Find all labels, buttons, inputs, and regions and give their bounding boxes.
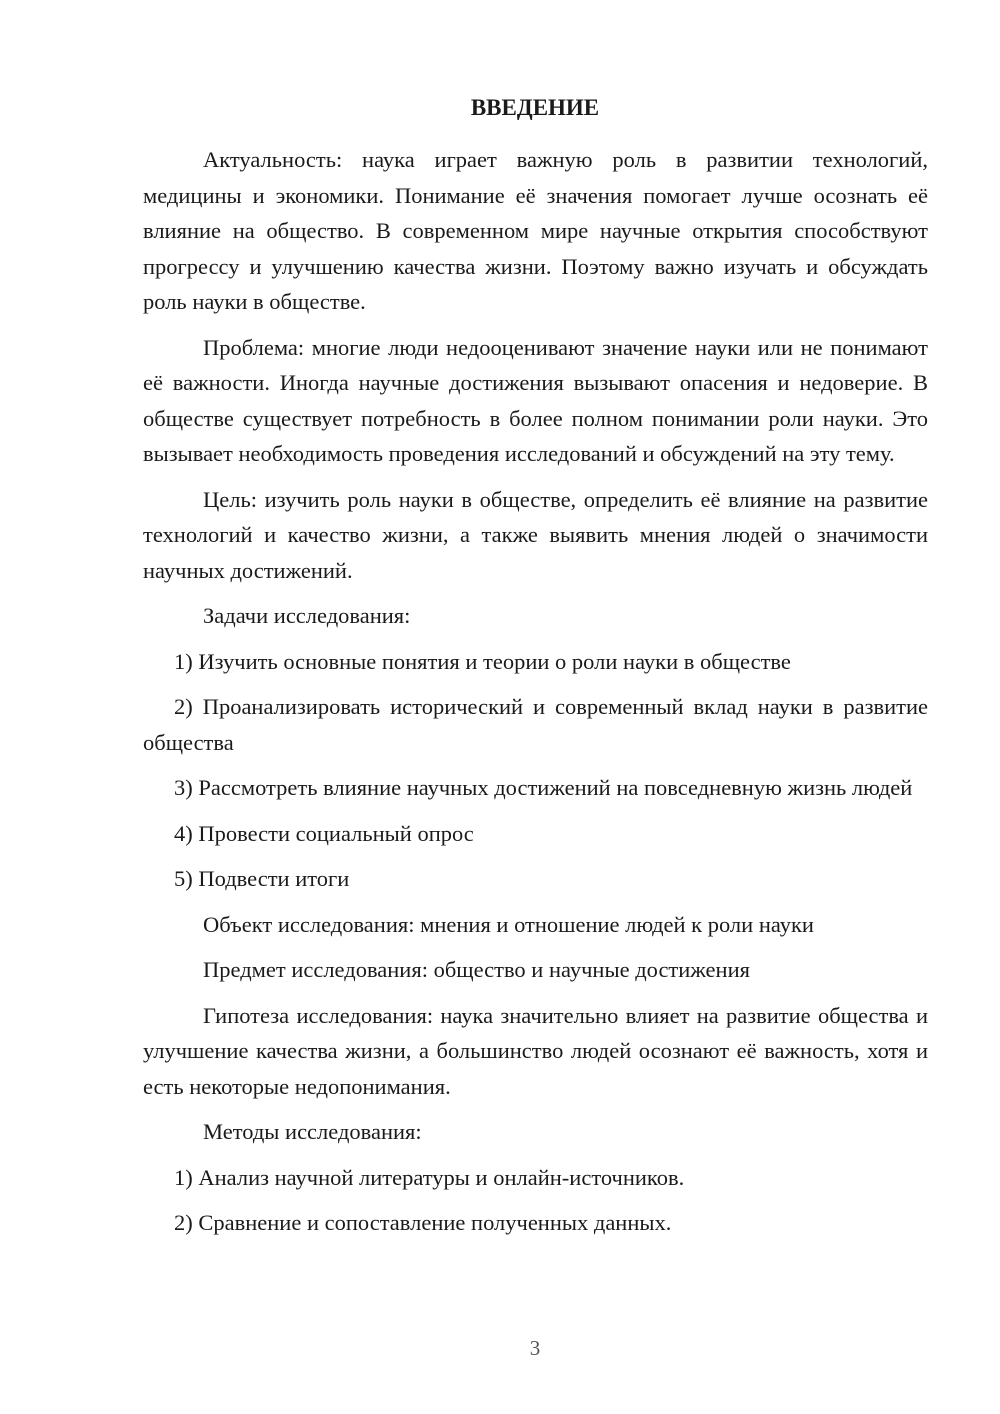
goal-paragraph: Цель: изучить роль науки в обществе, определить её влияние на развитие технологий и качество жизни, а также выявить мнения людей о значимости научных достижений.: [143, 486, 928, 583]
task-item-3: 3) Рассмотреть влияние научных достижений на повседневную жизнь людей: [174, 775, 913, 800]
methods-title: Методы исследования:: [203, 1119, 422, 1144]
relevance-paragraph: Актуальность: наука играет важную роль в развитии технологий, медицины и экономики. Понимание её значения помогает лучше осознать её влияние на общество. В современном мире научные открытия способствуют прогрессу и улучшению качества жизни. Поэтому важно изучать и обсуждать роль науки в обществе.: [143, 147, 928, 314]
task-item-4: 4) Провести социальный опрос: [174, 820, 474, 846]
page-title: ВВЕДЕНИЕ: [470, 95, 600, 120]
subject-paragraph: Предмет исследования: общество и научные достижения: [203, 957, 750, 982]
page-number: 3: [529, 1336, 541, 1360]
task-item-2: 2) Проанализировать исторический и современный вклад науки в развитие общества: [143, 694, 928, 755]
document-body: [143, 142, 928, 1251]
method-item-1: 1) Анализ научной литературы и онлайн-источников.: [174, 1164, 685, 1190]
object-paragraph: Объект исследования: мнения и отношение людей к роли науки: [203, 911, 814, 937]
task-item-5: 5) Подвести итоги: [174, 866, 350, 891]
hypothesis-paragraph: Гипотеза исследования: наука значительно влияет на развитие общества и улучшение качества жизни, а большинство людей осознают её важность, хотя и есть некоторые недопонимания.: [143, 1002, 928, 1099]
problem-paragraph: Проблема: многие люди недооценивают значение науки или не понимают её важности. Иногда научные достижения вызывают опасения и недоверие. В обществе существует потребность в более полном понимании роли науки. Это вызывает необходимость проведения исследований и обсуждений на эту тему.: [143, 334, 928, 466]
task-item-1: 1) Изучить основные понятия и теории о роли науки в обществе: [174, 648, 791, 674]
method-item-2: 2) Сравнение и сопоставление полученных данных.: [174, 1210, 672, 1235]
tasks-title: Задачи исследования:: [203, 603, 411, 628]
